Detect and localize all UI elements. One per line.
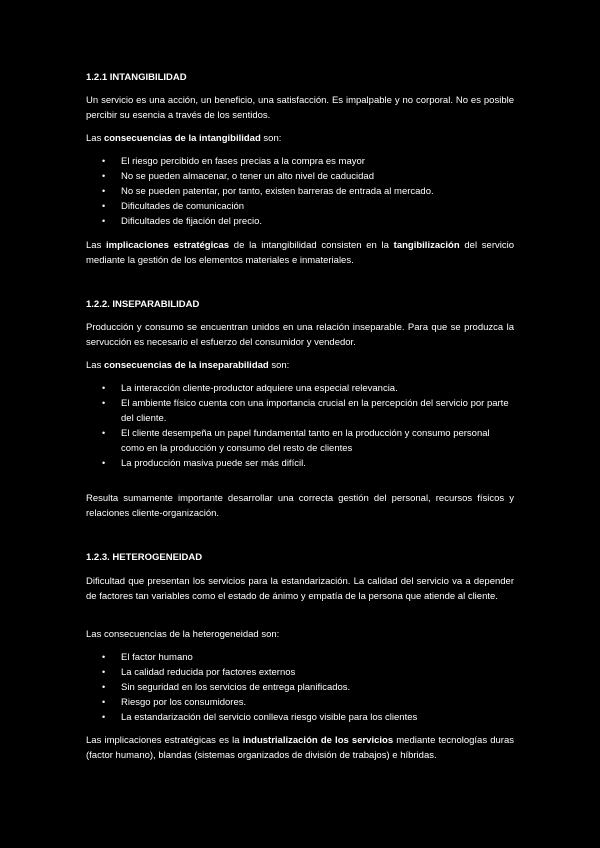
list-item-text: No se pueden patentar, por tanto, existen barreras de entrada al mercado.: [121, 186, 434, 197]
bullet-icon: •: [102, 458, 106, 468]
bullet-icon: •: [102, 201, 106, 211]
bullet-icon: •: [102, 186, 106, 196]
list-item-text: El ambiente físico cuenta con una importancia crucial en la percepción del servicio por parte del cliente.: [121, 398, 509, 424]
bullet-icon: •: [102, 712, 106, 722]
implications-paragraph: [86, 733, 514, 763]
list-item: [86, 214, 514, 229]
implications-paragraph: [86, 238, 514, 268]
consequences-intro: [86, 358, 289, 373]
consequences-intro: [86, 131, 281, 146]
list-item-text: Dificultades de fijación del precio.: [121, 216, 262, 227]
bullet-list: [86, 381, 514, 471]
bullet-list: [86, 650, 514, 725]
list-item: [86, 426, 514, 456]
consequences-intro: Las consecuencias de la heterogeneidad son:: [86, 629, 280, 640]
section-heading-intangibilidad: 1.2.1 INTANGIBILIDAD: [86, 72, 187, 83]
bold-text: tangibilización: [393, 240, 460, 251]
section-intro-paragraph: Un servicio es una acción, un beneficio, una satisfacción. Es impalpable y no corporal. No es posible percibir su esencia a través de los sentidos.: [86, 95, 514, 121]
list-item: [86, 184, 514, 199]
list-item-text: No se pueden almacenar, o tener un alto nivel de caducidad: [121, 171, 374, 182]
list-item: [86, 199, 514, 214]
list-item: [86, 396, 514, 426]
bold-text: consecuencias de la inseparabilidad: [103, 360, 269, 371]
bullet-icon: •: [102, 216, 106, 226]
bullet-icon: •: [102, 171, 106, 181]
text-span: son:: [268, 360, 290, 371]
list-item-text: Riesgo por los consumidores.: [121, 697, 247, 708]
bold-text: implicaciones estratégicas: [106, 240, 230, 251]
text-span: del servicio mediante la gestión de los elementos materiales e inmateriales.: [86, 240, 514, 266]
text-span: son:: [260, 133, 282, 144]
list-item: [86, 695, 514, 710]
list-item: [86, 154, 514, 169]
section-heading-heterogeneidad: 1.2.3. HETEROGENEIDAD: [86, 552, 203, 563]
list-item: [86, 456, 514, 471]
bullet-icon: •: [102, 383, 106, 393]
section-intro-paragraph: Dificultad que presentan los servicios para la estandarización. La calidad del servicio va a depender de factores tan variables como el estado de ánimo y empatía de la persona que atiende al cliente.: [86, 576, 514, 602]
list-item: [86, 169, 514, 184]
list-item-text: La estandarización del servicio conlleva riesgo visible para los clientes: [121, 712, 418, 723]
bullet-icon: •: [102, 682, 106, 692]
bold-text: consecuencias de la intangibilidad: [103, 133, 261, 144]
list-item-text: El factor humano: [121, 652, 193, 663]
bullet-icon: •: [102, 697, 106, 707]
bullet-icon: •: [102, 156, 106, 166]
section-heading-inseparabilidad: 1.2.2. INSEPARABILIDAD: [86, 299, 200, 310]
list-item: [86, 665, 514, 680]
list-item: [86, 381, 514, 396]
text-span: Las: [86, 133, 104, 144]
bullet-icon: •: [102, 428, 106, 438]
text-span: de la intangibilidad consisten en la: [229, 240, 394, 251]
list-item: [86, 680, 514, 695]
text-span: Las implicaciones estratégicas es la: [86, 735, 243, 746]
bullet-icon: •: [102, 652, 106, 662]
text-span: Las: [86, 240, 107, 251]
text-span: Las: [86, 360, 104, 371]
list-item-text: La producción masiva puede ser más difícil.: [121, 458, 306, 469]
list-item-text: La interacción cliente-productor adquiere una especial relevancia.: [121, 383, 398, 394]
management-paragraph: Resulta sumamente importante desarrollar una correcta gestión del personal, recursos físicos y relaciones cliente-organización.: [86, 493, 514, 519]
bullet-icon: •: [102, 667, 106, 677]
text-span: mediante tecnologías duras (factor humano), blandas (sistemas organizados de división de trabajos) e híbridas.: [86, 735, 514, 761]
list-item-text: Dificultades de comunicación: [121, 201, 245, 212]
list-item-text: El cliente desempeña un papel fundamental tanto en la producción y consumo personal como en la producción y consumo del resto de clientes: [121, 428, 490, 454]
bullet-list: [86, 154, 514, 229]
section-intro-paragraph: Producción y consumo se encuentran unidos en una relación inseparable. Para que se produzca la servucción es necesario el esfuerzo del consumidor y vendedor.: [86, 322, 514, 348]
list-item: [86, 650, 514, 665]
list-item-text: El riesgo percibido en fases precias a la compra es mayor: [121, 156, 365, 167]
bullet-icon: •: [102, 398, 106, 408]
bold-text: industrialización de los servicios: [242, 735, 394, 746]
list-item: [86, 710, 514, 725]
list-item-text: La calidad reducida por factores externos: [121, 667, 296, 678]
list-item-text: Sin seguridad en los servicios de entrega planificados.: [121, 682, 351, 693]
